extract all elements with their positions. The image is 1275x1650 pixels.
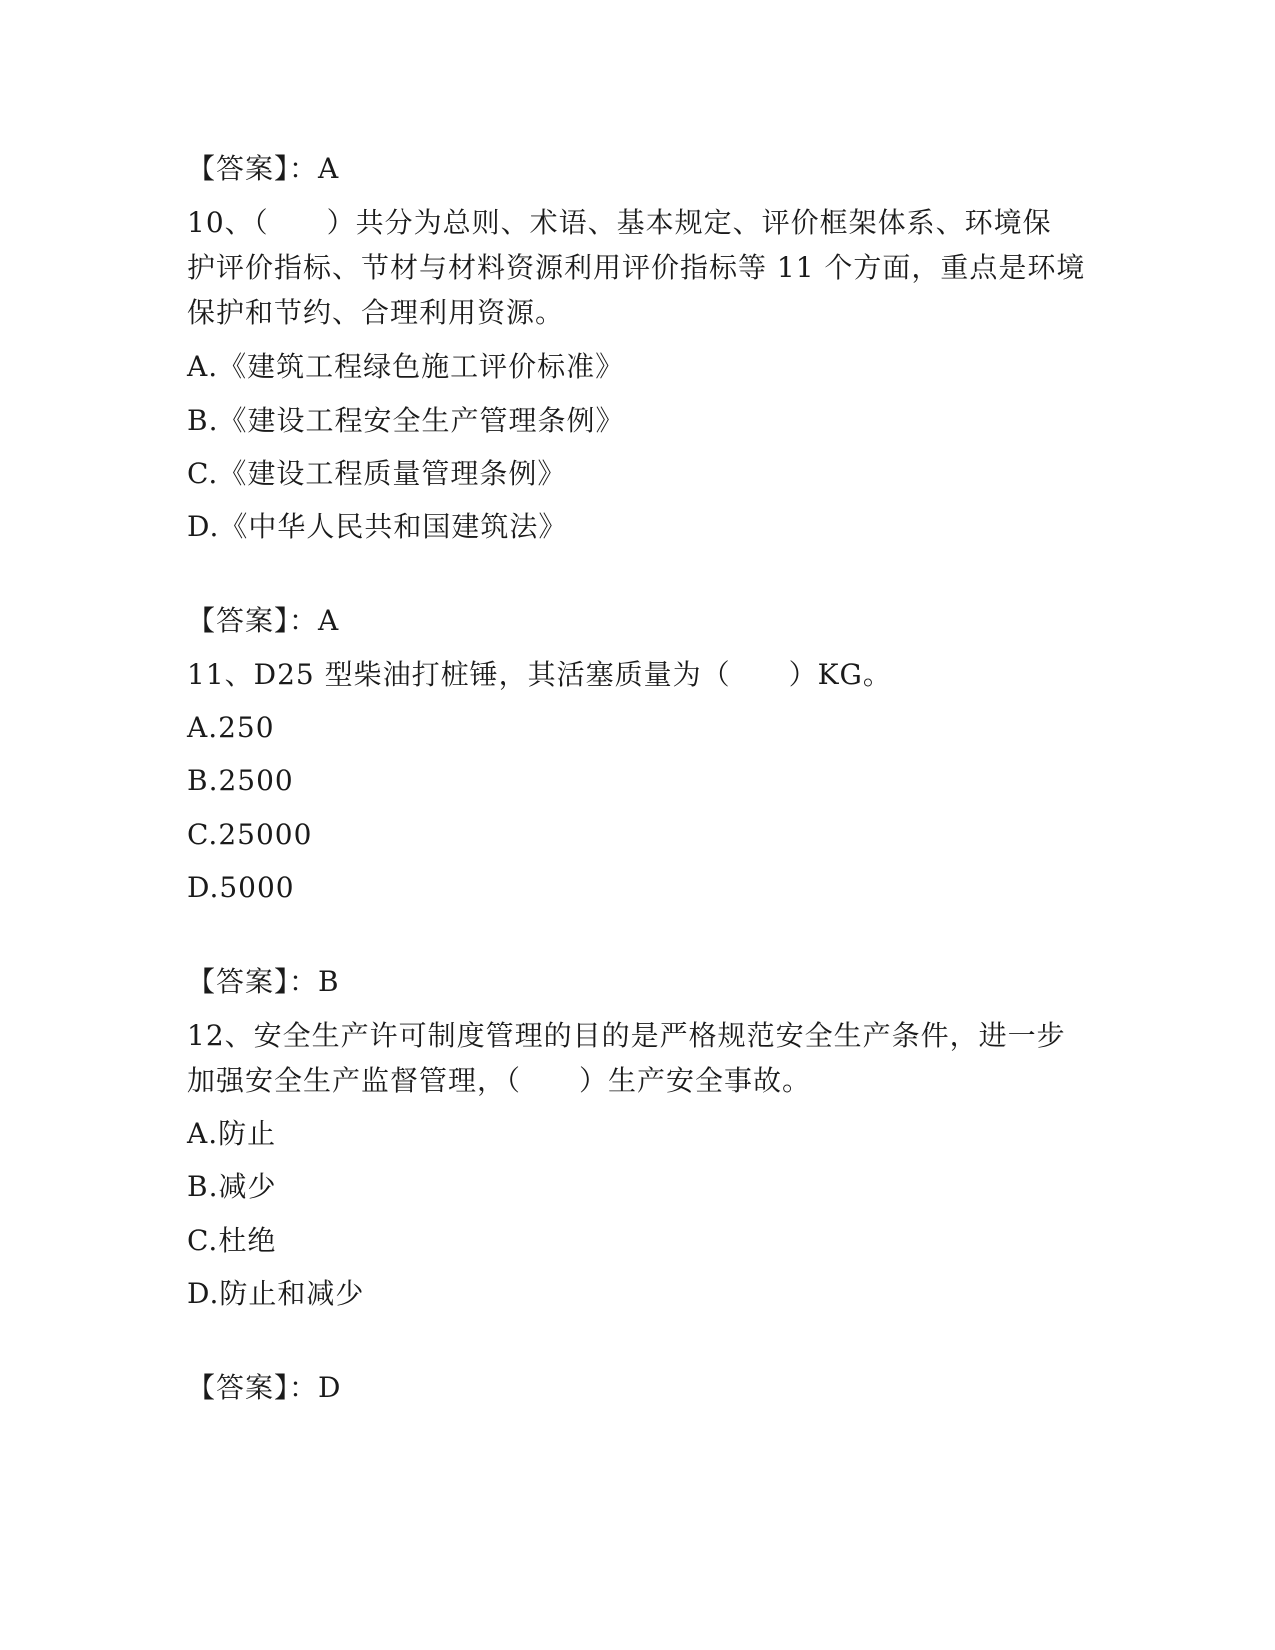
- question-12-option-c: C.杜绝: [187, 1224, 277, 1257]
- question-10-line-2: 护评价指标、节材与材料资源利用评价指标等 11 个方面，重点是环境: [187, 251, 1086, 284]
- question-10-option-b: B.《建设工程安全生产管理条例》: [187, 404, 625, 437]
- question-12-line-2: 加强安全生产监督管理，（ ）生产安全事故。: [187, 1064, 812, 1097]
- question-12-line-1: 12、安全生产许可制度管理的目的是严格规范安全生产条件，进一步: [187, 1019, 1066, 1052]
- question-11-option-c: C.25000: [187, 818, 313, 851]
- question-10-option-d: D.《中华人民共和国建筑法》: [187, 510, 568, 543]
- question-10-option-c: C.《建设工程质量管理条例》: [187, 457, 567, 490]
- question-12-option-b: B.减少: [187, 1170, 277, 1203]
- question-10-line-1: 10、（ ）共分为总则、术语、基本规定、评价框架体系、环境保: [187, 206, 1052, 239]
- question-11-option-a: A.250: [187, 711, 275, 744]
- question-10-option-a: A.《建筑工程绿色施工评价标准》: [187, 350, 625, 383]
- answer-q9: 【答案】：A: [187, 152, 340, 185]
- question-11-option-b: B.2500: [187, 764, 294, 797]
- question-11-line-1: 11、D25 型柴油打桩锤，其活塞质量为（ ）KG。: [187, 658, 892, 691]
- question-10-line-3: 保护和节约、合理利用资源。: [187, 296, 565, 329]
- question-12-option-a: A.防止: [187, 1117, 277, 1150]
- answer-q10: 【答案】：A: [187, 604, 340, 637]
- answer-q11: 【答案】：B: [187, 965, 340, 998]
- answer-q12: 【答案】：D: [187, 1371, 342, 1404]
- question-12-option-d: D.防止和减少: [187, 1277, 365, 1310]
- question-11-option-d: D.5000: [187, 871, 295, 904]
